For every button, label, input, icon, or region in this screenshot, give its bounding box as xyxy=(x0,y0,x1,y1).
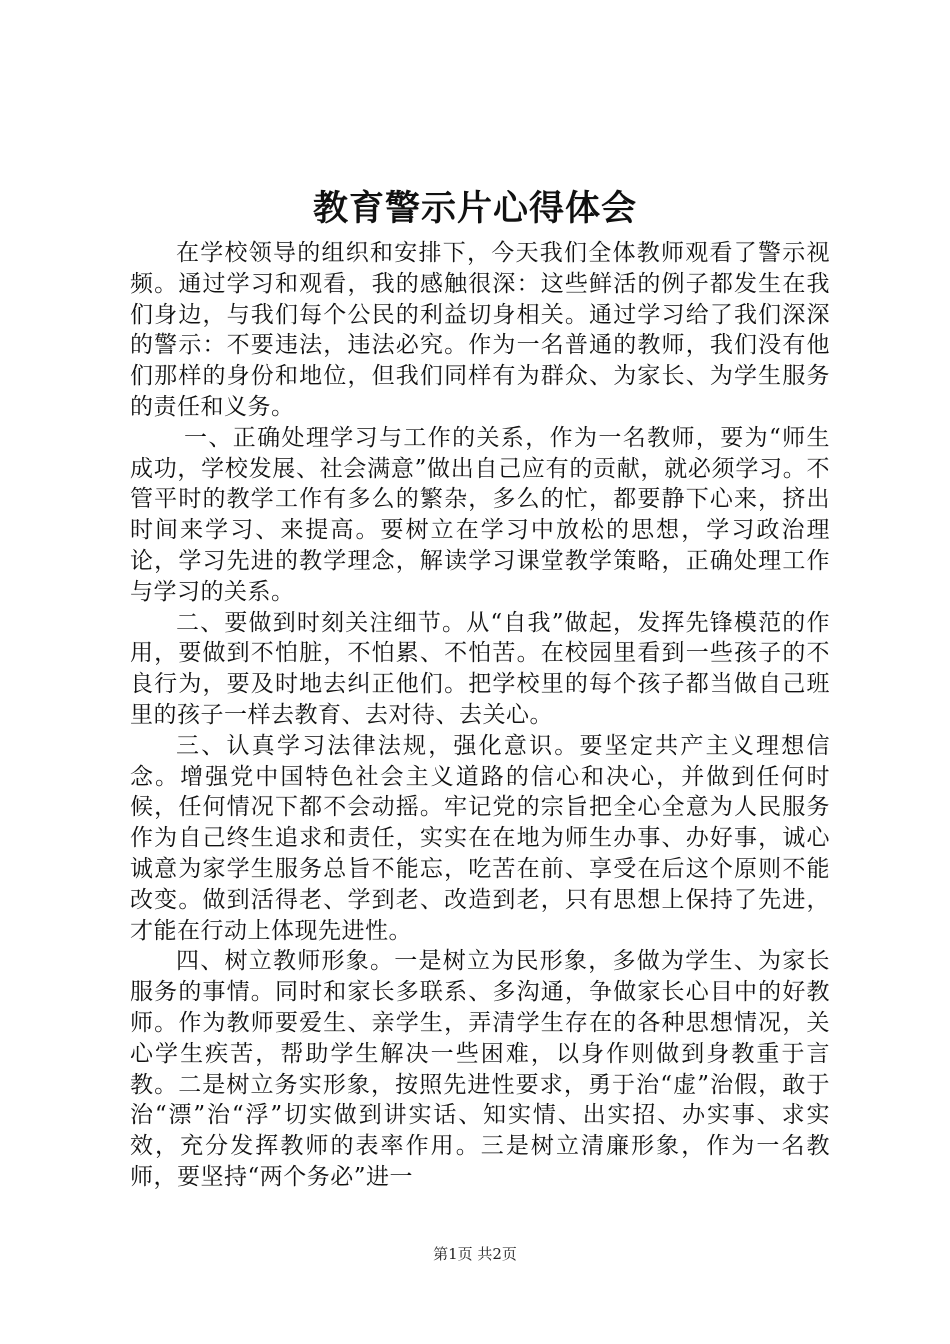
page-number-footer: 第1页 共2页 xyxy=(433,1245,517,1263)
document-title: 教育警示片心得体会 xyxy=(312,188,637,229)
paragraph-intro: 在学校领导的组织和安排下，今天我们全体教师观看了警示视频。通过学习和观看，我的感触很深：这些鲜活的例子都发生在我们身边，与我们每个公民的利益切身相关。通过学习给了我们深深的警示：不要违法，违法必究。作为一名普通的教师，我们没有他们那样的身份和地位，但我们同样有为群众、为家长、为学生服务的责任和义务。 xyxy=(130,240,830,420)
paragraph-section-1: 一、正确处理学习与工作的关系，作为一名教师，要为“师生成功，学校发展、社会满意”做出自己应有的贡献，就必须学习。不管平时的教学工作有多么的繁杂，多么的忙，都要静下心来，挤出时间来学习、来提高。要树立在学习中放松的思想，学习政治理论，学习先进的教学理念，解读学习课堂教学策略，正确处理工作与学习的关系。 xyxy=(130,424,830,605)
paragraph-section-2: 二、要做到时刻关注细节。从“自我”做起，发挥先锋模范的作用，要做到不怕脏，不怕累、不怕苦。在校园里看到一些孩子的不良行为，要及时地去纠正他们。把学校里的每个孩子都当做自己班里的孩子一样去教育、去对待、去关心。 xyxy=(130,609,830,728)
paragraph-section-3: 三、认真学习法律法规，强化意识。要坚定共产主义理想信念。增强党中国特色社会主义道路的信心和决心，并做到任何时候，任何情况下都不会动摇。牢记党的宗旨把全心全意为人民服务作为自己终生追求和责任，实实在在地为师生办事、办好事，诚心诚意为家学生服务总旨不能忘，吃苦在前、享受在后这个原则不能改变。做到活得老、学到老、改造到老，只有思想上保持了先进，才能在行动上体现先进性。 xyxy=(130,732,830,944)
paragraph-section-4: 四、树立教师形象。一是树立为民形象，多做为学生、为家长服务的事情。同时和家长多联系、多沟通，争做家长心目中的好教师。作为教师要爱生、亲学生，弄清学生存在的各种思想情况，关心学生疾苦，帮助学生解决一些困难，以身作则做到身教重于言教。二是树立务实形象，按照先进性要求，勇于治“虚”治假，敢于治“漂”治“浮”切实做到讲实话、知实情、出实招、办实事、求实效，充分发挥教师的表率作用。三是树立清廉形象，作为一名教师，要坚持“两个务必”进一 xyxy=(130,948,830,1190)
document-body xyxy=(130,238,830,1193)
